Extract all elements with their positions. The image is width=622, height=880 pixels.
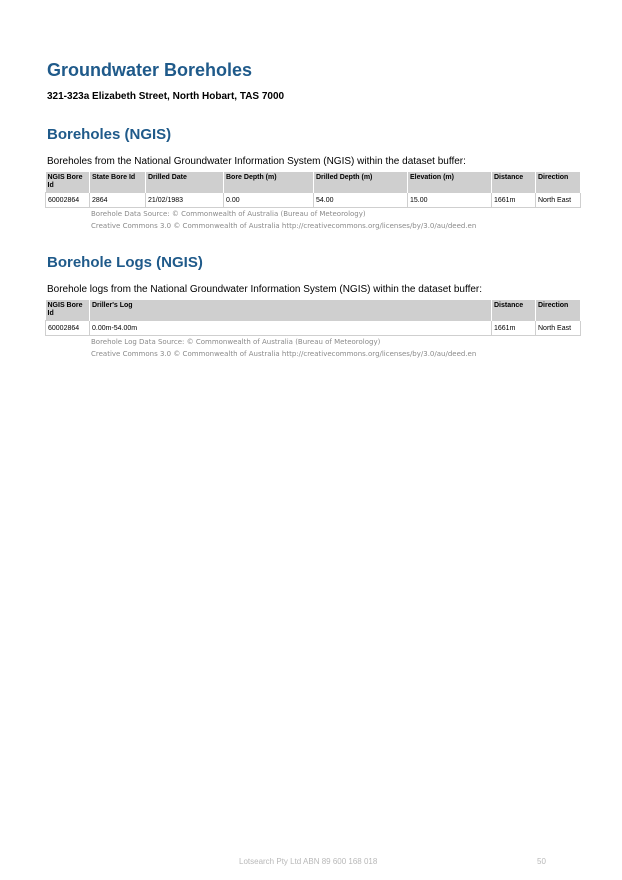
column-header: Elevation (m) bbox=[408, 172, 492, 193]
column-header: NGIS Bore Id bbox=[46, 300, 90, 321]
table-cell: 0.00 bbox=[224, 193, 314, 208]
table-cell: 0.00m-54.00m bbox=[90, 321, 492, 336]
column-header: Direction bbox=[536, 172, 581, 193]
borehole-logs-intro: Borehole logs from the National Groundwater Information System (NGIS) within the dataset buffer: bbox=[47, 284, 483, 295]
column-header: NGIS Bore Id bbox=[46, 172, 90, 193]
table-header-row bbox=[46, 172, 581, 193]
site-address: 321-323a Elizabeth Street, North Hobart, TAS 7000 bbox=[47, 91, 285, 102]
borehole-logs-table bbox=[45, 300, 581, 336]
table-cell: North East bbox=[536, 193, 581, 208]
table-cell: 60002864 bbox=[46, 193, 90, 208]
table-cell: North East bbox=[536, 321, 581, 336]
boreholes-source bbox=[91, 208, 476, 232]
footer-company: Lotsearch Pty Ltd ABN 89 600 168 018 bbox=[239, 857, 378, 866]
boreholes-intro: Boreholes from the National Groundwater Information System (NGIS) within the dataset buffer: bbox=[47, 156, 466, 167]
table-cell: 21/02/1983 bbox=[146, 193, 224, 208]
license-line: Creative Commons 3.0 © Commonwealth of Australia http://creativecommons.org/licenses/by/3.0/au/deed.en bbox=[91, 222, 477, 230]
boreholes-heading: Boreholes (NGIS) bbox=[47, 126, 172, 143]
table-header-row bbox=[46, 300, 581, 321]
boreholes-table bbox=[45, 172, 581, 208]
page-number: 50 bbox=[537, 857, 546, 866]
table-cell: 60002864 bbox=[46, 321, 90, 336]
page-title: Groundwater Boreholes bbox=[47, 60, 253, 80]
borehole-logs-heading: Borehole Logs (NGIS) bbox=[47, 254, 203, 271]
source-line: Borehole Log Data Source: © Commonwealth of Australia (Bureau of Meteorology) bbox=[91, 338, 381, 346]
table-cell: 1661m bbox=[492, 321, 536, 336]
column-header: Distance bbox=[492, 172, 536, 193]
column-header: Driller's Log bbox=[90, 300, 492, 321]
table-cell: 15.00 bbox=[408, 193, 492, 208]
table-cell: 54.00 bbox=[314, 193, 408, 208]
table-row bbox=[46, 193, 581, 208]
borehole-logs-source bbox=[91, 336, 476, 360]
column-header: Drilled Depth (m) bbox=[314, 172, 408, 193]
license-line: Creative Commons 3.0 © Commonwealth of Australia http://creativecommons.org/licenses/by/3.0/au/deed.en bbox=[91, 350, 477, 358]
table-cell: 2864 bbox=[90, 193, 146, 208]
column-header: Direction bbox=[536, 300, 581, 321]
table-cell: 1661m bbox=[492, 193, 536, 208]
source-line: Borehole Data Source: © Commonwealth of Australia (Bureau of Meteorology) bbox=[91, 210, 366, 218]
table-row bbox=[46, 321, 581, 336]
column-header: Drilled Date bbox=[146, 172, 224, 193]
column-header: Bore Depth (m) bbox=[224, 172, 314, 193]
column-header: Distance bbox=[492, 300, 536, 321]
column-header: State Bore Id bbox=[90, 172, 146, 193]
